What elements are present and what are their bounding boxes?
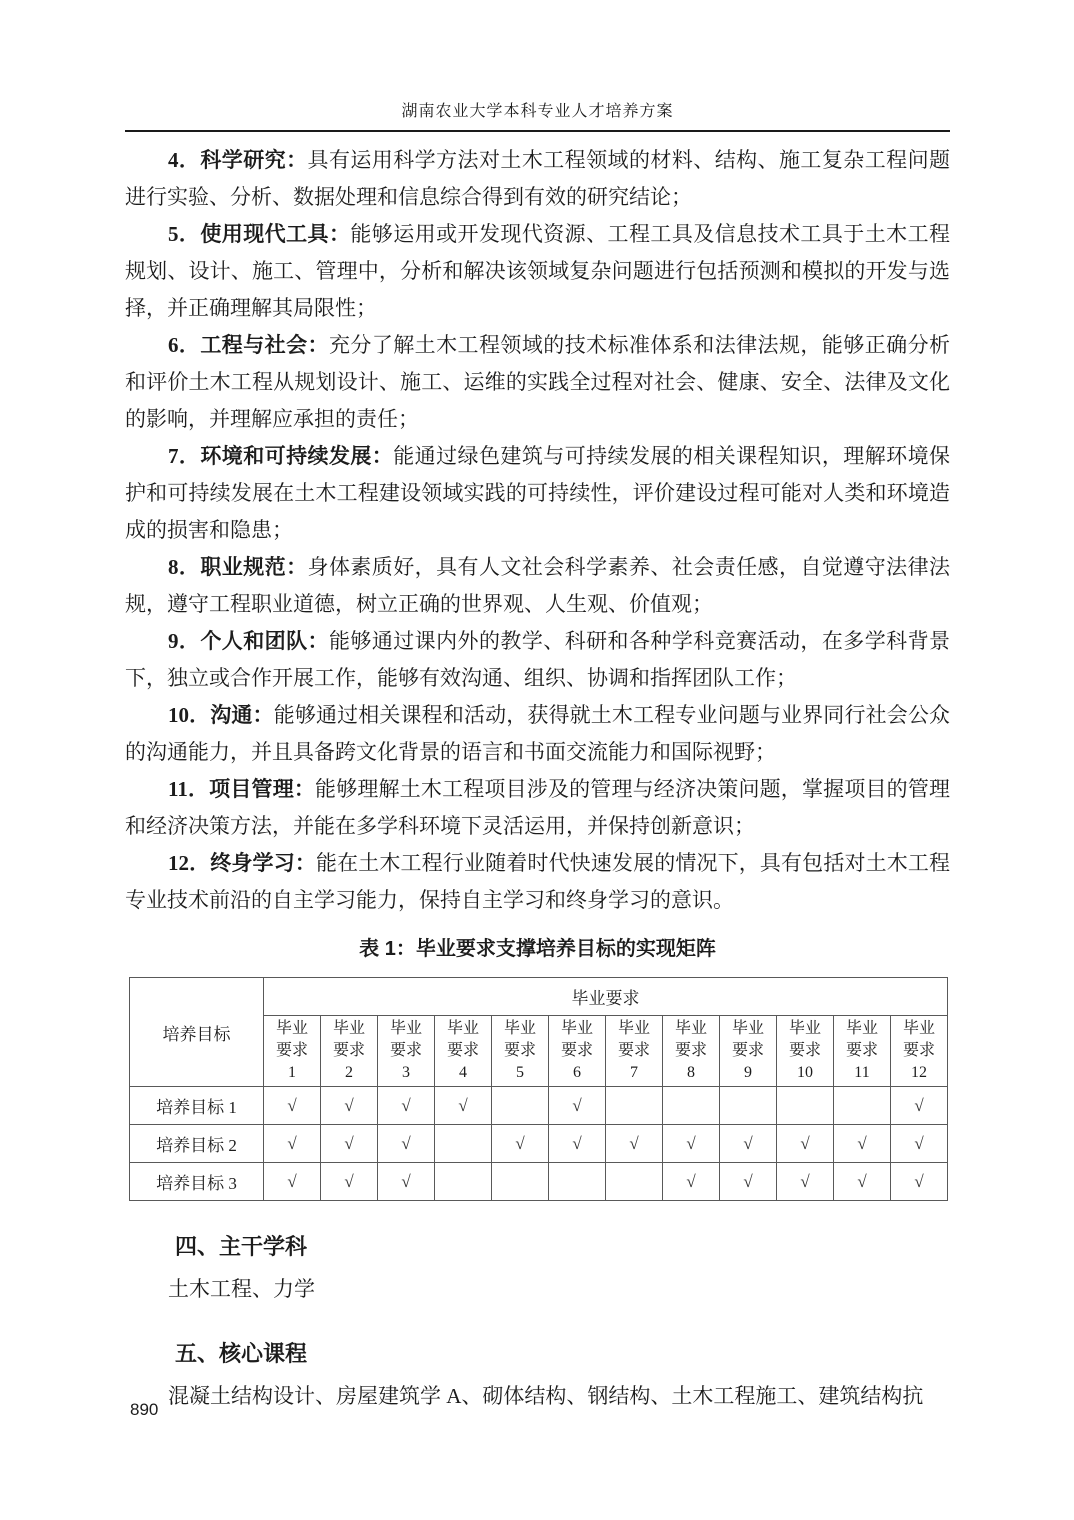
section-body-core-courses: 混凝土结构设计、房屋建筑学 A、砌体结构、钢结构、土木工程施工、建筑结构抗 [168,1384,924,1408]
paragraph-6-label: 6．工程与社会： [168,333,329,357]
paragraph-10 [125,697,950,771]
paragraph-7 [125,438,950,549]
paragraph-5-label: 5．使用现代工具： [168,222,351,246]
check-cell: √ [891,1163,948,1201]
table-row-goal-1 [130,1087,948,1125]
col-header-5: 毕业 要求 5 [492,1016,549,1087]
paragraph-5 [125,216,950,327]
check-cell: √ [549,1087,606,1125]
paragraph-8 [125,549,950,623]
check-cell [663,1087,720,1125]
check-cell: √ [264,1163,321,1201]
check-cell: √ [264,1087,321,1125]
paragraph-7-text: 能通过绿色建筑与可持续发展的相关课程知识，理解环境保护和可持续发展在土木工程建设领域实践的可持续性，评价建设过程可能对人类和环境造成的损害和隐患； [125,444,951,542]
paragraph-4-text: 具有运用科学方法对土木工程领域的材料、结构、施工复杂工程问题进行实验、分析、数据处理和信息综合得到有效的研究结论； [125,148,950,209]
paragraph-6-text: 充分了解土木工程领域的技术标准体系和法律法规，能够正确分析和评价土木工程从规划设计、施工、运维的实践全过程对社会、健康、安全、法律及文化的影响，并理解应承担的责任； [125,333,951,431]
page-content [125,142,950,1415]
group-header: 毕业要求 [264,978,948,1016]
matrix-table [129,977,948,1201]
check-cell: √ [606,1125,663,1163]
check-cell [435,1163,492,1201]
check-cell: √ [663,1125,720,1163]
check-cell [549,1163,606,1201]
check-cell: √ [663,1163,720,1201]
paragraph-4-label: 4．科学研究： [168,148,308,172]
check-cell: √ [321,1163,378,1201]
section-body-main-disciplines: 土木工程、力学 [168,1277,315,1301]
paragraph-7-label: 7．环境和可持续发展： [168,444,394,468]
corner-header: 培养目标 [130,978,264,1087]
check-cell [720,1087,777,1125]
paragraph-10-label: 10．沟通： [168,703,274,727]
check-cell: √ [378,1125,435,1163]
col-header-12: 毕业 要求 12 [891,1016,948,1087]
paragraph-11-text: 能够理解土木工程项目涉及的管理与经济决策问题，掌握项目的管理和经济决策方法，并能在多学科环境下灵活运用，并保持创新意识； [125,777,951,838]
section-heading-core-courses: 五、核心课程 [175,1341,308,1366]
paragraph-12 [125,845,950,919]
check-cell [492,1087,549,1125]
section-heading-main-disciplines: 四、主干学科 [175,1234,308,1259]
page-number: 890 [130,1400,159,1419]
check-cell: √ [777,1163,834,1201]
header-title: 湖南农业大学本科专业人才培养方案 [401,103,674,120]
paragraph-9-label: 9．个人和团队： [168,629,329,653]
col-header-3: 毕业 要求 3 [378,1016,435,1087]
row-label: 培养目标 2 [130,1125,264,1163]
check-cell: √ [720,1163,777,1201]
col-header-8: 毕业 要求 8 [663,1016,720,1087]
check-cell: √ [891,1087,948,1125]
paragraph-10-text: 能够通过相关课程和活动，获得就土木工程专业问题与业界同行社会公众的沟通能力，并且具备跨文化背景的语言和书面交流能力和国际视野； [125,703,951,764]
table-row-goal-3 [130,1163,948,1201]
paragraph-12-label: 12．终身学习： [168,851,316,875]
paragraph-9-text: 能够通过课内外的教学、科研和各种学科竞赛活动，在多学科背景下，独立或合作开展工作，能够有效沟通、组织、协调和指挥团队工作； [125,629,951,690]
check-cell: √ [264,1125,321,1163]
paragraph-4 [125,142,950,216]
check-cell: √ [834,1125,891,1163]
paragraph-8-label: 8．职业规范： [168,555,308,579]
col-header-4: 毕业 要求 4 [435,1016,492,1087]
paragraph-11 [125,771,950,845]
check-cell: √ [777,1125,834,1163]
table-row-goal-2 [130,1125,948,1163]
col-header-1: 毕业 要求 1 [264,1016,321,1087]
paragraph-5-text: 能够运用或开发现代资源、工程工具及信息技术工具于土木工程规划、设计、施工、管理中，分析和解决该领域复杂问题进行包括预测和模拟的开发与选择，并正确理解其局限性； [125,222,950,320]
col-header-6: 毕业 要求 6 [549,1016,606,1087]
col-header-7: 毕业 要求 7 [606,1016,663,1087]
paragraph-11-label: 11．项目管理： [168,777,316,801]
check-cell [492,1163,549,1201]
row-label: 培养目标 3 [130,1163,264,1201]
check-cell: √ [834,1163,891,1201]
check-cell: √ [492,1125,549,1163]
check-cell: √ [321,1087,378,1125]
table-group-header-row [130,978,948,1016]
check-cell: √ [378,1087,435,1125]
check-cell [435,1125,492,1163]
col-header-9: 毕业 要求 9 [720,1016,777,1087]
check-cell: √ [378,1163,435,1201]
check-cell: √ [321,1125,378,1163]
col-header-10: 毕业 要求 10 [777,1016,834,1087]
check-cell: √ [720,1125,777,1163]
paragraph-8-text: 身体素质好，具有人文社会科学素养、社会责任感，自觉遵守法律法规，遵守工程职业道德，树立正确的世界观、人生观、价值观； [125,555,950,616]
check-cell [606,1087,663,1125]
page-header [125,98,950,132]
check-cell: √ [549,1125,606,1163]
check-cell [834,1087,891,1125]
paragraph-6 [125,327,950,438]
table-title: 表 1：毕业要求支撑培养目标的实现矩阵 [359,938,716,960]
col-header-11: 毕业 要求 11 [834,1016,891,1087]
check-cell [606,1163,663,1201]
col-header-2: 毕业 要求 2 [321,1016,378,1087]
check-cell: √ [435,1087,492,1125]
check-cell: √ [891,1125,948,1163]
row-label: 培养目标 1 [130,1087,264,1125]
check-cell [777,1087,834,1125]
paragraph-12-text: 能在土木工程行业随着时代快速发展的情况下，具有包括对土木工程专业技术前沿的自主学习能力，保持自主学习和终身学习的意识。 [125,851,951,912]
paragraph-9 [125,623,950,697]
